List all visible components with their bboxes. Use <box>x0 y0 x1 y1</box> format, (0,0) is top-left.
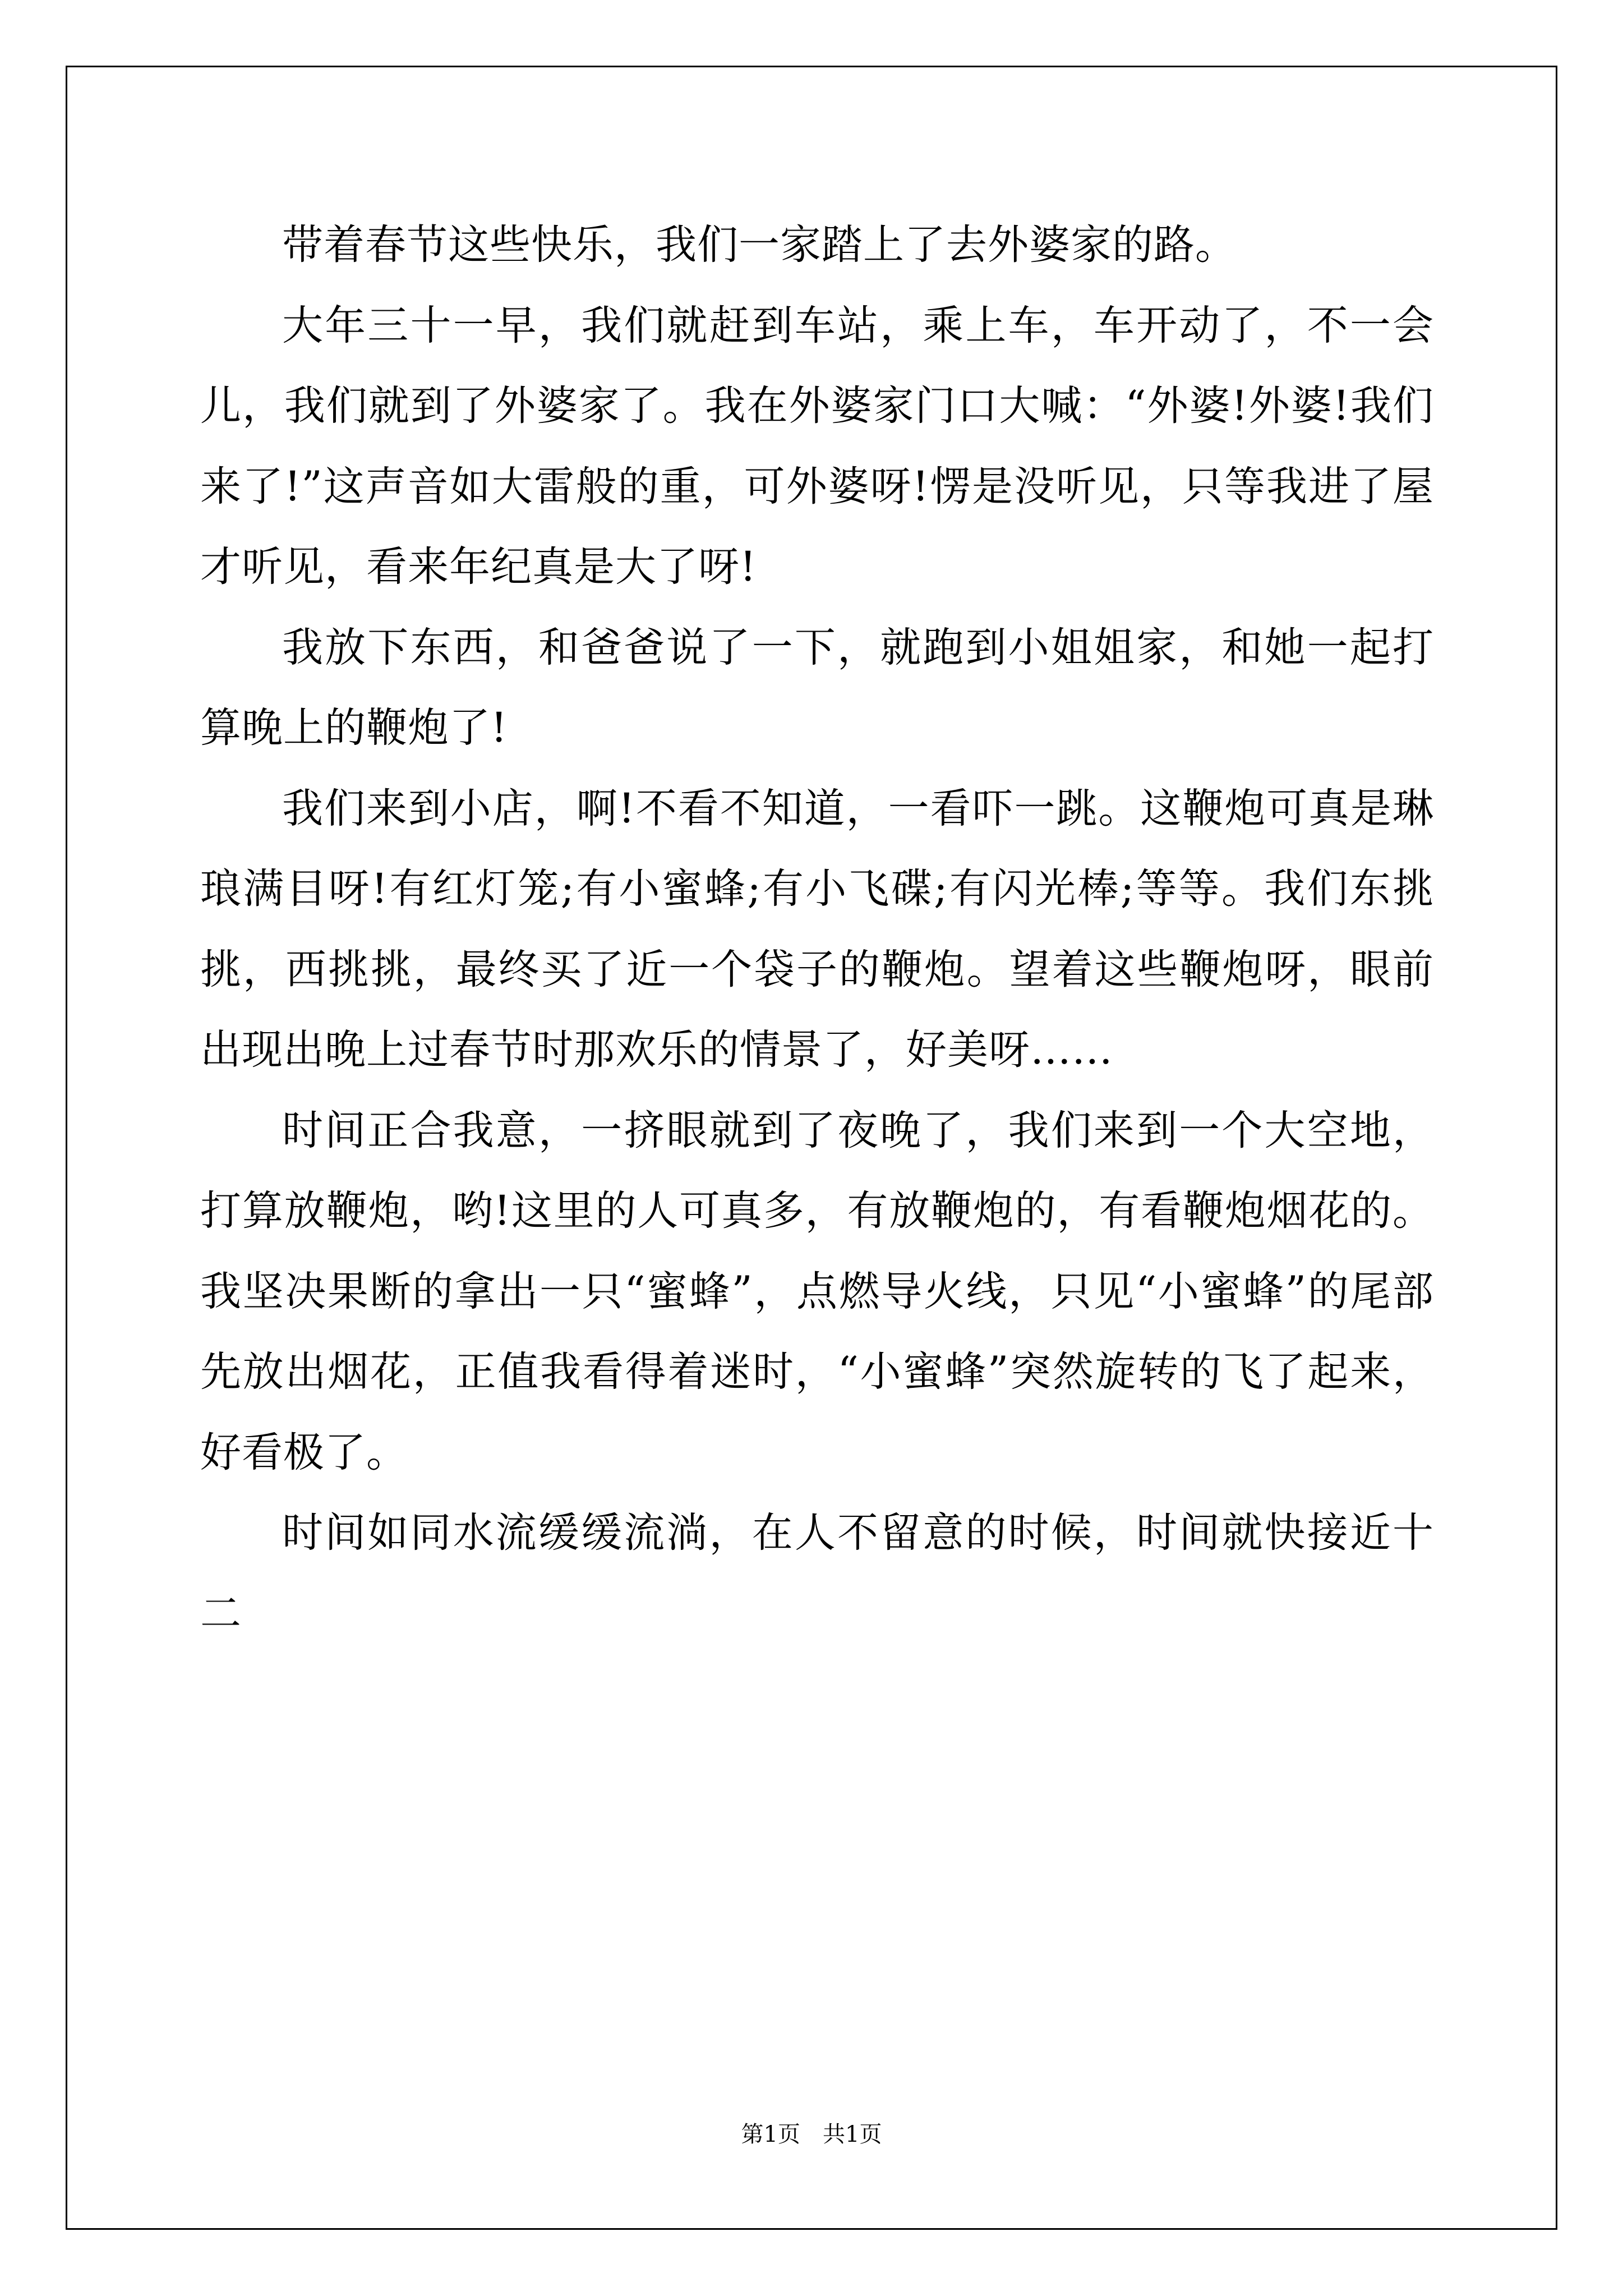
paragraph-3: 我放下东西，和爸爸说了一下，就跑到小姐姐家，和她一起打算晚上的鞭炮了! <box>200 623 1434 752</box>
document-body <box>200 205 1434 1654</box>
page-number: 第1页 <box>741 2122 800 2147</box>
paragraph-1: 带着春节这些快乐，我们一家踏上了去外婆家的路。 <box>282 221 1237 269</box>
paragraph-4: 我们来到小店，啊!不看不知道，一看吓一跳。这鞭炮可真是琳琅满目呀!有红灯笼;有小蜜蜂;有小飞碟;有闪光棒;等等。我们东挑挑，西挑挑，最终买了近一个袋子的鞭炮。望着这些鞭炮呀，眼前出现出晚上过春节时那欢乐的情景了，好美呀…… <box>200 784 1434 1074</box>
paragraph-5: 时间正合我意，一挤眼就到了夜晚了，我们来到一个大空地，打算放鞭炮，哟!这里的人可真多，有放鞭炮的，有看鞭炮烟花的。我坚决果断的拿出一只“蜜蜂”，点燃导火线，只见“小蜜蜂”的尾部先放出烟花，正值我看得着迷时，“小蜜蜂”突然旋转的飞了起来，好看极了。 <box>200 1106 1434 1476</box>
paragraph-2: 大年三十一早，我们就赶到车站，乘上车，车开动了，不一会儿，我们就到了外婆家了。我在外婆家门口大喊：“外婆!外婆!我们来了!”这声音如大雷般的重，可外婆呀!愣是没听见，只等我进了屋才听见，看来年纪真是大了呀! <box>200 301 1434 591</box>
page-total: 共1页 <box>823 2122 882 2147</box>
paragraph-6: 时间如同水流缓缓流淌，在人不留意的时候，时间就快接近十二 <box>200 1509 1434 1637</box>
page-footer <box>0 2120 1623 2148</box>
